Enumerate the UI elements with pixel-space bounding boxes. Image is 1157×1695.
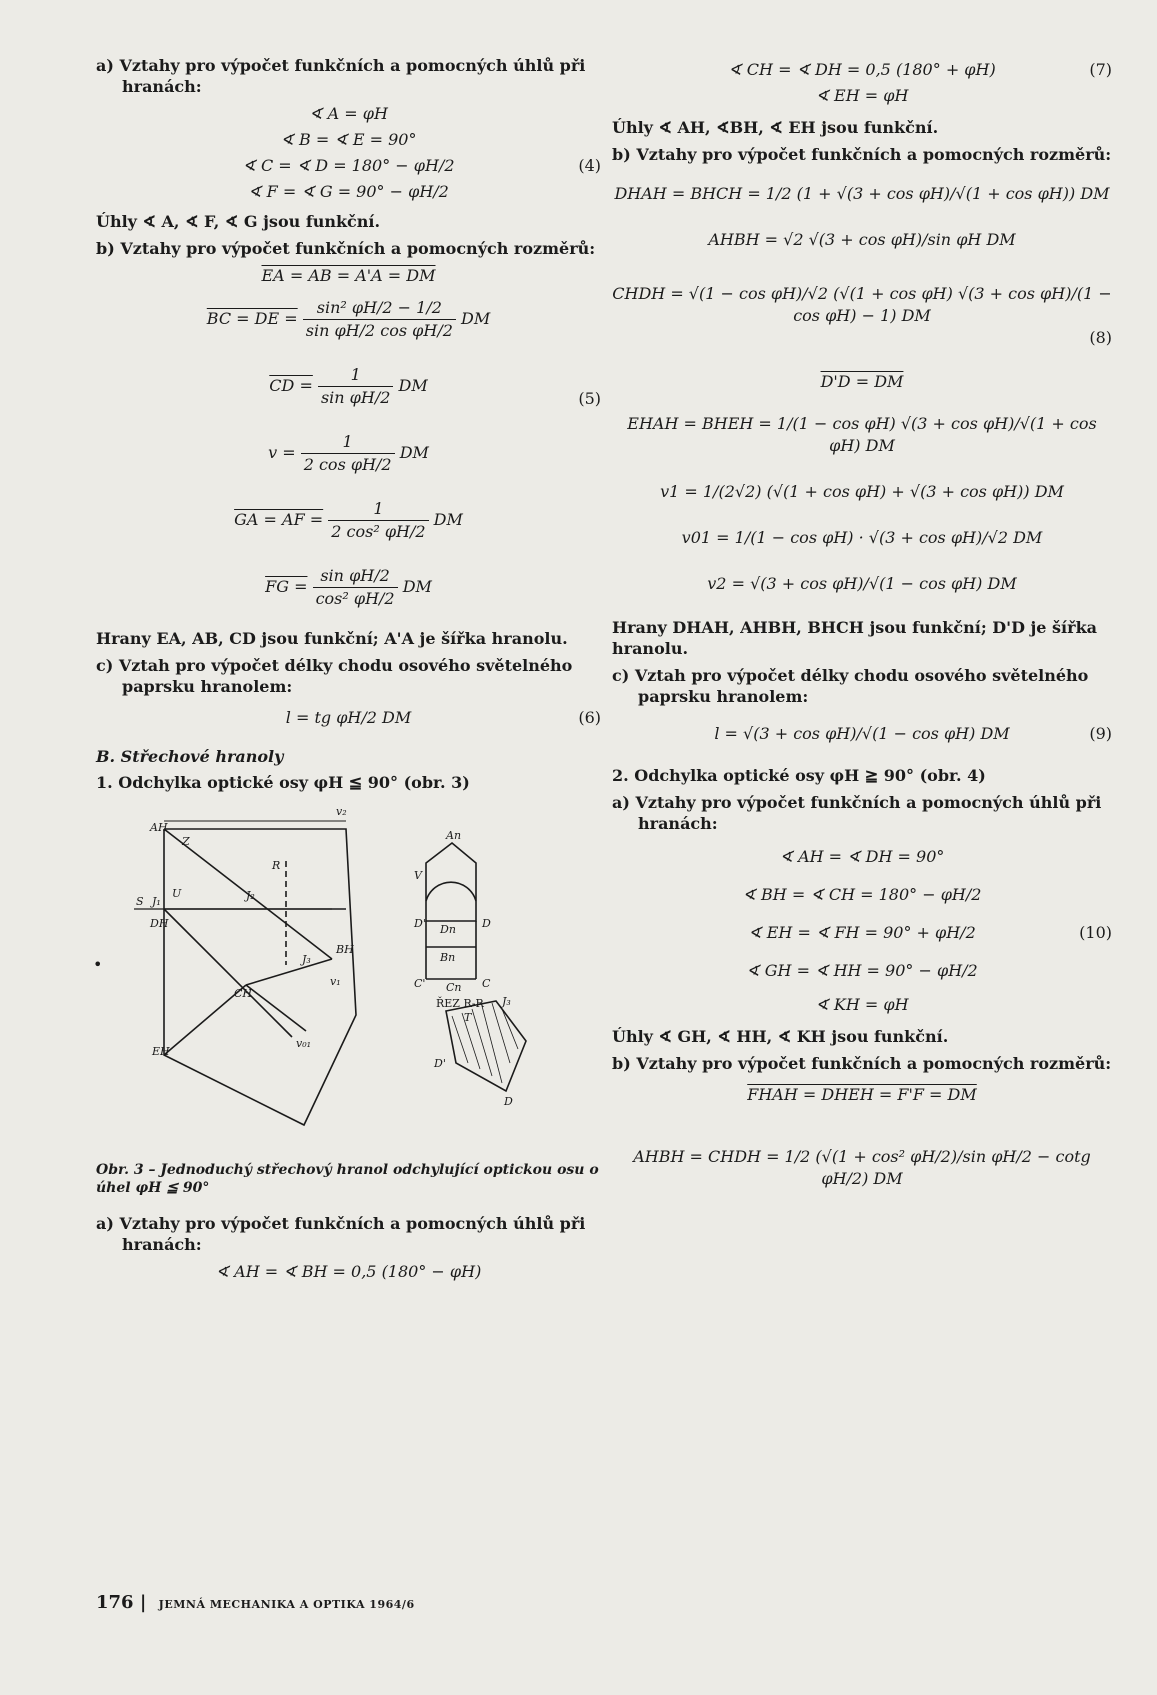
angles-heading: a) Vztahy pro výpočet funkčních a pomocných úhlů při hranách: <box>96 56 586 96</box>
fig-label: R <box>272 859 281 872</box>
fig-label: Bn <box>440 951 456 964</box>
equation-text: D'D = DM <box>820 372 904 391</box>
denominator: sin φH/2 cos φH/2 <box>305 321 453 340</box>
numerator: sin² φH/2 − 1/2 <box>303 297 456 320</box>
fraction <box>313 565 398 610</box>
arc-line <box>426 882 476 901</box>
fraction <box>303 297 456 342</box>
equation-numbered <box>612 723 1112 745</box>
edge-line <box>246 959 332 985</box>
numerator: sin φH/2 <box>313 565 398 588</box>
equation: AHBH = √2 √(3 + cos φH)/sin φH DM <box>708 230 1016 249</box>
fig-label: DH <box>150 917 169 930</box>
fig-label: C <box>482 977 491 990</box>
equation-numbered <box>96 155 601 177</box>
equation: ∢ GH = ∢ HH = 90° − φH/2 <box>746 961 978 980</box>
fig-label: J₂ <box>246 889 255 902</box>
equation-fraction <box>96 565 601 610</box>
right-column <box>612 55 1112 1194</box>
fig-label: BH <box>336 943 354 956</box>
page-footer: 176 | JEMNÁ MECHANIKA A OPTIKA 1964/6 <box>96 1592 415 1613</box>
equation: DHAH = BHCH = 1/2 (1 + √(3 + cos φH)/√(1 + cos φH)) DM <box>614 184 1110 203</box>
equation <box>612 371 1112 393</box>
equation: v01 = 1/(1 − cos φH) · √(3 + cos φH)/√2 DM <box>681 528 1043 547</box>
page-number: 176 <box>96 1592 134 1613</box>
prism-outline <box>164 829 356 1125</box>
denominator: 2 cos φH/2 <box>303 455 392 474</box>
denominator: 2 cos² φH/2 <box>331 522 426 541</box>
fig-label: U <box>172 887 182 900</box>
equation-lhs: CD = <box>269 376 313 395</box>
edge-line <box>164 909 292 1037</box>
equation-text: ∢ EH = ∢ FH = 90° + φH/2 <box>748 923 976 942</box>
edges-note: Hrany EA, AB, CD jsou funkční; A'A je šířka hranolu. <box>96 629 568 648</box>
fig-label: S <box>136 895 144 908</box>
fig-label: V <box>414 869 422 882</box>
equation-number: (7) <box>1089 60 1112 79</box>
equation-text: ∢ C = ∢ D = 180° − φH/2 <box>242 156 455 175</box>
angles-note: Úhly ∢ GH, ∢ HH, ∢ KH jsou funkční. <box>612 1027 949 1046</box>
fig-label: EH <box>152 1045 170 1058</box>
dm-symbol: DM <box>461 309 491 328</box>
equation-number: (9) <box>1089 724 1112 743</box>
fig-label: T <box>464 1011 472 1024</box>
fig-label: Dn <box>440 923 456 936</box>
edge-line <box>246 985 306 1031</box>
fig-label: D' <box>414 917 426 930</box>
equation-numbered <box>612 922 1112 944</box>
path-heading: c) Vztah pro výpočet délky chodu osového světelného paprsku hranolem: <box>612 666 1089 706</box>
equation-text: l = √(3 + cos φH)/√(1 − cos φH) DM <box>714 724 1010 743</box>
fig-label: CH <box>234 987 253 1000</box>
equation <box>612 1084 1112 1106</box>
denominator: sin φH/2 <box>320 388 391 407</box>
equation-numbered <box>612 283 1112 347</box>
equation: ∢ A = φH <box>309 104 388 123</box>
equation <box>96 265 601 287</box>
equation: ∢ B = ∢ E = 90° <box>280 130 417 149</box>
fraction <box>301 431 395 476</box>
fig-label: v₂ <box>336 805 347 818</box>
denominator: cos² φH/2 <box>315 589 395 608</box>
equation: ∢ KH = φH <box>815 995 909 1014</box>
equation-lhs: FG = <box>265 577 308 596</box>
fig-label: D <box>504 1095 513 1108</box>
equation-number: (10) <box>1079 923 1112 942</box>
angles-note: Úhly ∢ AH, ∢BH, ∢ EH jsou funkční. <box>612 118 939 137</box>
equation: AHBH = CHDH = 1/2 (√(1 + cos² φH/2)/sin φH/2 − cotg φH/2) DM <box>633 1147 1091 1188</box>
equation-numbered <box>96 707 601 729</box>
fig-label: J₃ <box>502 995 511 1008</box>
dm-symbol: DM <box>433 510 463 529</box>
equation: v2 = √(3 + cos φH)/√(1 − cos φH) DM <box>707 574 1017 593</box>
fig-label: J₁ <box>152 895 161 908</box>
dm-symbol: DM <box>402 577 432 596</box>
fig-label: Z <box>182 835 190 848</box>
roof-prism-diagram <box>96 801 601 1153</box>
figure-3 <box>96 801 601 1157</box>
bullet-mark: • <box>93 955 103 974</box>
equation: ∢ AH = ∢ DH = 90° <box>779 847 945 866</box>
fig-label: AH <box>150 821 168 834</box>
equation-text: ∢ CH = ∢ DH = 0,5 (180° + φH) <box>728 60 996 79</box>
fig-label: D' <box>434 1057 446 1070</box>
equation-text: CHDH = √(1 − cos φH)/√2 (√(1 + cos φH) √(3 + cos φH)/(1 − cos φH) − 1) DM <box>612 284 1112 325</box>
fig-label: v₁ <box>330 975 341 988</box>
figure-caption: Obr. 3 – Jednoduchý střechový hranol odchylující optickou osu o úhel φH ≦ 90° <box>96 1162 599 1196</box>
fraction <box>328 498 428 543</box>
equation-number: (6) <box>578 708 601 727</box>
path-heading: c) Vztah pro výpočet délky chodu osového světelného paprsku hranolem: <box>96 656 573 696</box>
journal-name: JEMNÁ MECHANIKA A OPTIKA 1964/6 <box>158 1598 415 1611</box>
fig-label: ŘEZ R-R <box>436 997 484 1010</box>
angles-heading: a) Vztahy pro výpočet funkčních a pomocných úhlů při hranách: <box>612 793 1102 833</box>
section-outline <box>446 1001 526 1091</box>
equation-lhs: v = <box>268 443 296 462</box>
dm-symbol: DM <box>399 443 429 462</box>
numerator: 1 <box>301 431 395 454</box>
fig-label: D <box>482 917 491 930</box>
numerator: 1 <box>328 498 428 521</box>
dimensions-heading: b) Vztahy pro výpočet funkčních a pomocných rozměrů: <box>96 239 596 258</box>
dm-symbol: DM <box>398 376 428 395</box>
equation-text: FHAH = DHEH = F'F = DM <box>747 1085 977 1104</box>
equation-numbered <box>612 59 1112 81</box>
fraction <box>318 364 393 409</box>
equation-fraction <box>96 364 601 409</box>
equation-text: l = tg φH/2 DM <box>285 708 412 727</box>
equation: v1 = 1/(2√2) (√(1 + cos φH) + √(3 + cos φH)) DM <box>660 482 1064 501</box>
angles-heading: a) Vztahy pro výpočet funkčních a pomocných úhlů při hranách: <box>96 1214 586 1254</box>
equation-lhs: GA = AF = <box>234 510 324 529</box>
fig-label: J₃ <box>302 953 311 966</box>
dimensions-heading: b) Vztahy pro výpočet funkčních a pomocných rozměrů: <box>612 145 1112 164</box>
equation-number: (8) <box>1089 328 1112 347</box>
fig-label: Cn <box>446 981 462 994</box>
equation-fraction <box>96 498 601 543</box>
equation-number: (4) <box>578 156 601 175</box>
angles-note: Úhly ∢ A, ∢ F, ∢ G jsou funkční. <box>96 212 381 231</box>
fig-label: v₀₁ <box>296 1037 312 1050</box>
equation: ∢ AH = ∢ BH = 0,5 (180° − φH) <box>215 1262 482 1281</box>
equation: EHAH = BHEH = 1/(1 − cos φH) √(3 + cos φH)/√(1 + cos φH) DM <box>627 414 1097 455</box>
equation-fraction <box>96 297 601 342</box>
equation: ∢ F = ∢ G = 90° − φH/2 <box>248 182 449 201</box>
fig-label: An <box>446 829 462 842</box>
equation-number: (5) <box>578 389 601 408</box>
left-column <box>96 55 601 1287</box>
edges-note: Hrany DHAH, AHBH, BHCH jsou funkční; D'D je šířka hranolu. <box>612 618 1098 658</box>
numerator: 1 <box>318 364 393 387</box>
equation-fraction <box>96 431 601 476</box>
item-heading: 2. Odchylka optické osy φH ≧ 90° (obr. 4) <box>612 766 986 785</box>
fig-label: C' <box>414 977 426 990</box>
equation-lhs: BC = DE = <box>206 309 298 328</box>
section-heading: B. Střechové hranoly <box>96 747 284 766</box>
item-heading: 1. Odchylka optické osy φH ≦ 90° (obr. 3) <box>96 773 470 792</box>
dimensions-heading: b) Vztahy pro výpočet funkčních a pomocných rozměrů: <box>612 1054 1112 1073</box>
equation: ∢ EH = φH <box>815 86 909 105</box>
equation-text: EA = AB = A'A = DM <box>261 266 436 285</box>
equation: ∢ BH = ∢ CH = 180° − φH/2 <box>742 885 982 904</box>
